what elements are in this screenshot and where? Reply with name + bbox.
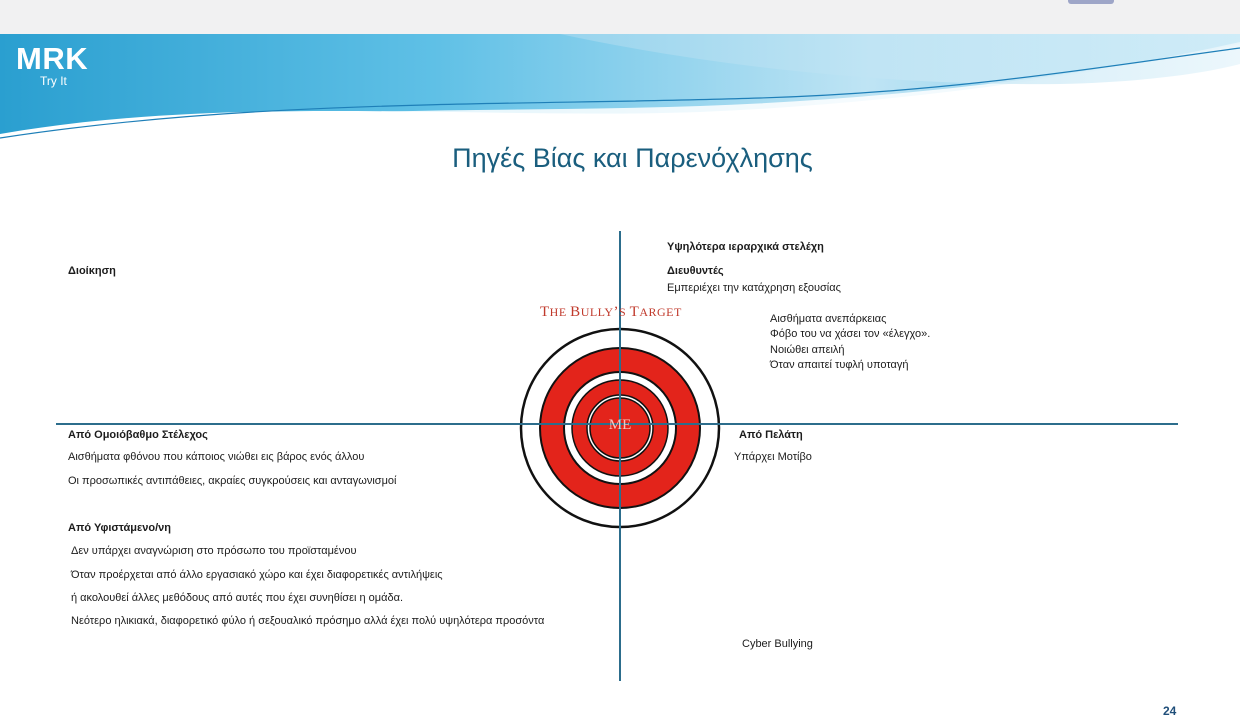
target-title-t1: T: [540, 304, 550, 320]
top-right-heading1: Υψηλότερα ιεραρχικά στελέχη: [667, 241, 824, 253]
cyber-bullying-label: Cyber Bullying: [742, 638, 813, 650]
subordinate-heading: Από Υφιστάμενο/νη: [68, 522, 171, 534]
client-heading: Από Πελάτη: [739, 429, 803, 441]
target-title-b1: B: [570, 304, 581, 320]
top-right-line1: Εμπεριέχει την κατάχρηση εξουσίας: [667, 282, 841, 294]
target-title-t4: ARGET: [639, 305, 682, 319]
slide-title: Πηγές Βίας και Παρενόχλησης: [452, 143, 813, 173]
top-right-item: Νοιώθει απειλή: [770, 344, 845, 356]
logo-name: MRK: [16, 41, 89, 76]
subordinate-line: Νεότερο ηλικιακά, διαφορετικό φύλο ή σεξουαλικό πρόσημο αλλά έχει πολύ υψηλότερα προσόντα: [71, 615, 545, 627]
target-title: [540, 304, 682, 321]
target-center-label: ME: [608, 417, 632, 433]
peer-heading: Από Ομοιόβαθμο Στέλεχος: [68, 429, 208, 441]
subordinate-line: Δεν υπάρχει αναγνώριση στο πρόσωπο του προϊσταμένου: [71, 545, 357, 557]
browser-toolbar: [0, 0, 1240, 35]
top-right-item: Αισθήματα ανεπάρκειας: [770, 313, 887, 325]
page-number: 24: [1163, 704, 1177, 718]
target-title-t2: HE: [549, 305, 571, 319]
target-title-apos: ’: [613, 304, 619, 320]
header-banner: [0, 34, 1240, 154]
top-left-heading: Διοίκηση: [68, 265, 116, 277]
client-line: Υπάρχει Μοτίβο: [734, 451, 812, 463]
target-title-t3: T: [629, 304, 640, 320]
target-title-s: S: [618, 305, 630, 319]
peer-line: Αισθήματα φθόνου που κάποιος νιώθει εις βάρος ενός άλλου: [68, 451, 365, 463]
company-logo: [16, 41, 89, 88]
wave-decoration: [0, 34, 1240, 154]
logo-tagline: Try It: [40, 74, 67, 88]
peer-line: Οι προσωπικές αντιπάθειες, ακραίες συγκρούσεις και ανταγωνισμοί: [68, 475, 397, 487]
subordinate-line: ή ακολουθεί άλλες μεθόδους από αυτές που έχει συνηθίσει η ομάδα.: [71, 592, 404, 604]
top-right-heading2: Διευθυντές: [667, 265, 724, 277]
target-title-b2: ULLY: [580, 305, 614, 319]
toolbar-button[interactable]: [1068, 0, 1114, 4]
subordinate-line: Όταν προέρχεται από άλλο εργασιακό χώρο και έχει διαφορετικές αντιλήψεις: [71, 569, 443, 581]
top-right-item: Φόβο του να χάσει τον «έλεγχο».: [770, 328, 931, 340]
bullseye-target: [519, 327, 721, 529]
top-right-item: Όταν απαιτεί τυφλή υποταγή: [770, 359, 909, 371]
